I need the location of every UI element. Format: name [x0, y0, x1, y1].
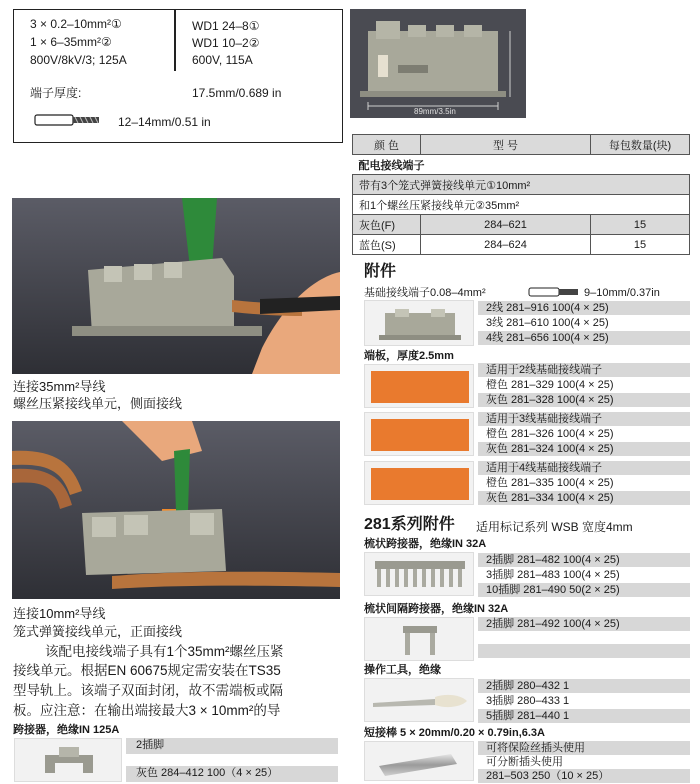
- comb-jumper-row: 2插脚 281–482 100(4 × 25): [478, 553, 690, 567]
- base-strip-length: 9–10mm/0.37in: [584, 287, 660, 299]
- table-header: 颜 色: [353, 135, 421, 155]
- short-bar-row: 281–503 250（10 × 25）: [478, 769, 690, 783]
- thickness-value: 17.5mm/0.689 in: [192, 86, 282, 100]
- operating-tool-thumbnail: [364, 678, 474, 722]
- table-row: [353, 215, 690, 235]
- base-terminal-row: 2线 281–916 100(4 × 25): [478, 301, 690, 315]
- gap-jumper-blank-row: [478, 644, 690, 658]
- spec-left-line: 800V/8kV/3; 125A: [30, 53, 127, 67]
- end-plate-note: 适用于2线基础接线端子: [478, 363, 690, 377]
- series281-subtitle: 适用标记系列 WSB 宽度4mm: [476, 520, 633, 534]
- table-cell-code: 284–624: [421, 235, 591, 255]
- photo2-caption-line: 笼式弹簧接线单元，正面接线: [13, 624, 183, 639]
- short-bar-row: 可将保险丝插头使用: [478, 741, 690, 755]
- product-photo-side: [12, 198, 340, 374]
- product-photo-front: [12, 421, 340, 599]
- table-row: [353, 235, 690, 255]
- spec-right-line: 600V, 115A: [192, 53, 253, 67]
- table-cell-color: 蓝色(S): [353, 235, 421, 255]
- operating-tool-title: 操作工具，绝缘: [364, 664, 441, 676]
- operating-tool-row: 5插脚 281–440 1: [478, 709, 690, 723]
- comb-jumper-row: 3插脚 281–483 100(4 × 25): [486, 569, 620, 581]
- end-plate-thumbnail: [364, 412, 474, 456]
- accessories-title: 附件: [364, 263, 397, 280]
- dimension-drawing: [350, 9, 526, 118]
- gap-jumper-thumbnail: [364, 617, 474, 661]
- base-terminal-row: 3线 281–610 100(4 × 25): [486, 317, 609, 329]
- spec-right-line: WD1 24–8①: [192, 19, 260, 33]
- end-plate-row: 橙色 281–329 100(4 × 25): [486, 379, 614, 391]
- comb-jumper-title: 梳状跨接器，绝缘IN 32A: [364, 538, 487, 550]
- table-desc: 和1个螺丝压紧接线单元②35mm²: [353, 195, 690, 215]
- photo2-caption-line: 连接10mm²导线: [13, 606, 106, 621]
- table-desc: 带有3个笼式弹簧接线单元①10mm²: [353, 175, 690, 195]
- gap-jumper-row: 2插脚 281–492 100(4 × 25): [478, 617, 690, 631]
- thickness-label: 端子厚度:: [30, 86, 82, 100]
- body-text-line: 接线单元。根据EN 60675规定需安装在TS35: [13, 663, 281, 678]
- photo1-caption-line: 连接35mm²导线: [13, 379, 106, 394]
- end-plate-note: 适用于3线基础接线端子: [478, 412, 690, 426]
- table-cell-code: 284–621: [421, 215, 591, 235]
- end-plate-title: 端板，厚度2.5mm: [364, 350, 454, 362]
- table-cell-qty: 15: [591, 235, 690, 255]
- end-plate-row: 橙色 281–335 100(4 × 25): [486, 477, 614, 489]
- comb-jumper-thumbnail: [364, 552, 474, 596]
- base-terminal-row: 4线 281–656 100(4 × 25): [478, 331, 690, 345]
- jumper-line: 2插脚: [126, 738, 338, 754]
- base-terminal-label: 基础接线端子0.08–4mm²: [364, 287, 486, 299]
- short-bar-thumbnail: [364, 741, 474, 781]
- base-terminal-thumbnail: [364, 300, 474, 346]
- drawing-width-label: 89mm/3.5in: [414, 107, 456, 116]
- table-cell-color: 灰色(F): [353, 215, 421, 235]
- end-plate-row: 灰色 281–334 100(4 × 25): [478, 491, 690, 505]
- spec-left-line: 1 × 6–35mm²②: [30, 35, 112, 49]
- body-text-line: 板。应注意：在输出端接最大3 × 10mm²的导: [13, 703, 281, 718]
- stripped-wire-icon: [528, 286, 580, 298]
- order-table: [352, 134, 690, 255]
- operating-tool-row: 3插脚 280–433 1: [486, 695, 570, 707]
- strip-length-value: 12–14mm/0.51 in: [118, 115, 211, 129]
- jumper-title: 跨接器，绝缘IN 125A: [13, 724, 120, 736]
- body-text-line: 型导轨上。该端子双面封闭，故不需端板或隔: [13, 683, 283, 698]
- spec-divider: [174, 9, 176, 71]
- table-cell-qty: 15: [591, 215, 690, 235]
- spec-right-line: WD1 10–2②: [192, 36, 260, 50]
- end-plate-thumbnail: [364, 364, 474, 408]
- series281-title: 281系列附件: [364, 516, 455, 533]
- table-group-title: 配电接线端子: [353, 155, 690, 175]
- photo1-caption-line: 螺丝压紧接线单元，侧面接线: [13, 396, 183, 411]
- comb-jumper-row: 10插脚 281–490 50(2 × 25): [478, 583, 690, 597]
- end-plate-thumbnail: [364, 461, 474, 505]
- table-header: 型 号: [421, 135, 591, 155]
- short-bar-title: 短接棒 5 × 20mm/0.20 × 0.79in,6.3A: [364, 727, 545, 739]
- table-header-row: [353, 135, 690, 155]
- operating-tool-row: 2插脚 280–432 1: [478, 679, 690, 693]
- end-plate-row: 橙色 281–326 100(4 × 25): [486, 428, 614, 440]
- jumper-thumbnail: [14, 738, 122, 782]
- table-header: 每包数量(块): [591, 135, 690, 155]
- short-bar-row: 可分断插头使用: [486, 756, 563, 768]
- stripped-wire-icon: [34, 112, 102, 128]
- spec-left-line: 3 × 0.2–10mm²①: [30, 17, 122, 31]
- jumper-line: 灰色 284–412 100（4 × 25）: [126, 766, 338, 782]
- end-plate-row: 灰色 281–328 100(4 × 25): [478, 393, 690, 407]
- body-text-line: 该配电接线端子具有1个35mm²螺丝压紧: [45, 644, 284, 659]
- end-plate-row: 灰色 281–324 100(4 × 25): [478, 442, 690, 456]
- gap-jumper-title: 梳状间隔跨接器，绝缘IN 32A: [364, 603, 509, 615]
- end-plate-note: 适用于4线基础接线端子: [478, 461, 690, 475]
